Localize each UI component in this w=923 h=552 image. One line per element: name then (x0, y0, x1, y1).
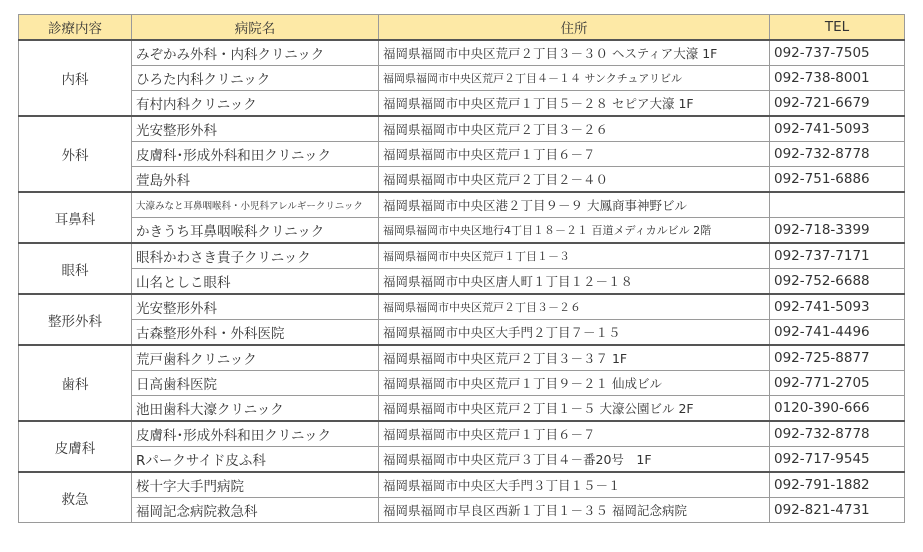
table-row (19, 498, 905, 523)
header-row (19, 15, 905, 41)
tel: 092-717-9545 (770, 447, 905, 473)
address: 福岡県福岡市中央区荒戸２丁目３－３７ 1F (379, 345, 770, 371)
address: 福岡県福岡市中央区大手門３丁目１５－１ (379, 472, 770, 498)
hospital-name: Rパークサイド皮ふ科 (132, 447, 379, 473)
table-row (19, 421, 905, 447)
tel: 092-791-1882 (770, 472, 905, 498)
table-row (19, 116, 905, 142)
tel: 092-821-4731 (770, 498, 905, 523)
hospital-name: 皮膚科･形成外科和田クリニック (132, 421, 379, 447)
address: 福岡県福岡市中央区荒戸１丁目１－３ (379, 243, 770, 269)
hospital-name: みぞかみ外科・内科クリニック (132, 40, 379, 66)
address: 福岡県福岡市中央区荒戸１丁目６－７ (379, 142, 770, 167)
category-cell: 耳鼻科 (19, 192, 132, 243)
address: 福岡県福岡市中央区地行4丁目１８－２１ 百道メディカルビル 2階 (379, 218, 770, 244)
hospital-name: 荒戸歯科クリニック (132, 345, 379, 371)
category-cell: 外科 (19, 116, 132, 192)
tel (770, 192, 905, 218)
hospital-name: 日高歯科医院 (132, 371, 379, 396)
tel: 092-737-7171 (770, 243, 905, 269)
clinic-table (18, 14, 905, 523)
hospital-name: 桜十字大手門病院 (132, 472, 379, 498)
address: 福岡県福岡市中央区荒戸２丁目２－４０ (379, 167, 770, 193)
table-row (19, 320, 905, 346)
hospital-name: 大濠みなと耳鼻咽喉科・小児科アレルギークリニック (132, 192, 379, 218)
hospital-name: 有村内科クリニック (132, 91, 379, 117)
table-row (19, 371, 905, 396)
category-cell: 眼科 (19, 243, 132, 294)
address: 福岡県福岡市中央区荒戸２丁目４－１４ サンクチュアリビル (379, 66, 770, 91)
table-row (19, 40, 905, 66)
address: 福岡県福岡市中央区荒戸１丁目９－２１ 仙成ビル (379, 371, 770, 396)
table-row (19, 447, 905, 473)
table-row (19, 167, 905, 193)
tel: 0120-390-666 (770, 396, 905, 422)
address: 福岡県福岡市中央区荒戸１丁目５－２８ セピア大濠 1F (379, 91, 770, 117)
address: 福岡県福岡市中央区荒戸２丁目３－２６ (379, 294, 770, 320)
hospital-name: ひろた内科クリニック (132, 66, 379, 91)
category-cell: 整形外科 (19, 294, 132, 345)
address: 福岡県福岡市早良区西新１丁目１－３５ 福岡記念病院 (379, 498, 770, 523)
tel: 092-741-4496 (770, 320, 905, 346)
hospital-name: 福岡記念病院救急科 (132, 498, 379, 523)
header-address: 住所 (379, 15, 770, 41)
tel: 092-741-5093 (770, 294, 905, 320)
tel: 092-725-8877 (770, 345, 905, 371)
hospital-name: 池田歯科大濠クリニック (132, 396, 379, 422)
category-cell: 内科 (19, 40, 132, 116)
category-cell: 歯科 (19, 345, 132, 421)
address: 福岡県福岡市中央区荒戸３丁目４－番20号 1F (379, 447, 770, 473)
table-row (19, 472, 905, 498)
tel: 092-732-8778 (770, 142, 905, 167)
header-hospital: 病院名 (132, 15, 379, 41)
hospital-name: 眼科かわさき貴子クリニック (132, 243, 379, 269)
address: 福岡県福岡市中央区荒戸１丁目６－７ (379, 421, 770, 447)
address: 福岡県福岡市中央区荒戸２丁目１－５ 大濠公園ビル 2F (379, 396, 770, 422)
tel: 092-738-8001 (770, 66, 905, 91)
tel: 092-741-5093 (770, 116, 905, 142)
address: 福岡県福岡市中央区荒戸２丁目３－２６ (379, 116, 770, 142)
hospital-name: 萱島外科 (132, 167, 379, 193)
hospital-name: 光安整形外科 (132, 116, 379, 142)
header-tel: TEL (770, 15, 905, 41)
address: 福岡県福岡市中央区荒戸２丁目３－３０ ヘスティア大濠 1F (379, 40, 770, 66)
address: 福岡県福岡市中央区唐人町１丁目１２－１８ (379, 269, 770, 295)
hospital-name: 古森整形外科・外科医院 (132, 320, 379, 346)
hospital-name: 皮膚科･形成外科和田クリニック (132, 142, 379, 167)
table-row (19, 66, 905, 91)
tel: 092-771-2705 (770, 371, 905, 396)
address: 福岡県福岡市中央区港２丁目９－９ 大鳳商事神野ビル (379, 192, 770, 218)
category-cell: 皮膚科 (19, 421, 132, 472)
table-row (19, 142, 905, 167)
tel: 092-751-6886 (770, 167, 905, 193)
table-row (19, 396, 905, 422)
table-row (19, 243, 905, 269)
table-row (19, 269, 905, 295)
table-row (19, 345, 905, 371)
address: 福岡県福岡市中央区大手門２丁目７－１５ (379, 320, 770, 346)
tel: 092-752-6688 (770, 269, 905, 295)
table-row (19, 192, 905, 218)
tel: 092-732-8778 (770, 421, 905, 447)
tel: 092-718-3399 (770, 218, 905, 244)
category-cell: 救急 (19, 472, 132, 523)
hospital-name: 光安整形外科 (132, 294, 379, 320)
table-row (19, 294, 905, 320)
table-row (19, 218, 905, 244)
header-category: 診療内容 (19, 15, 132, 41)
table-row (19, 91, 905, 117)
hospital-name: 山名としこ眼科 (132, 269, 379, 295)
tel: 092-721-6679 (770, 91, 905, 117)
hospital-name: かきうち耳鼻咽喉科クリニック (132, 218, 379, 244)
tel: 092-737-7505 (770, 40, 905, 66)
